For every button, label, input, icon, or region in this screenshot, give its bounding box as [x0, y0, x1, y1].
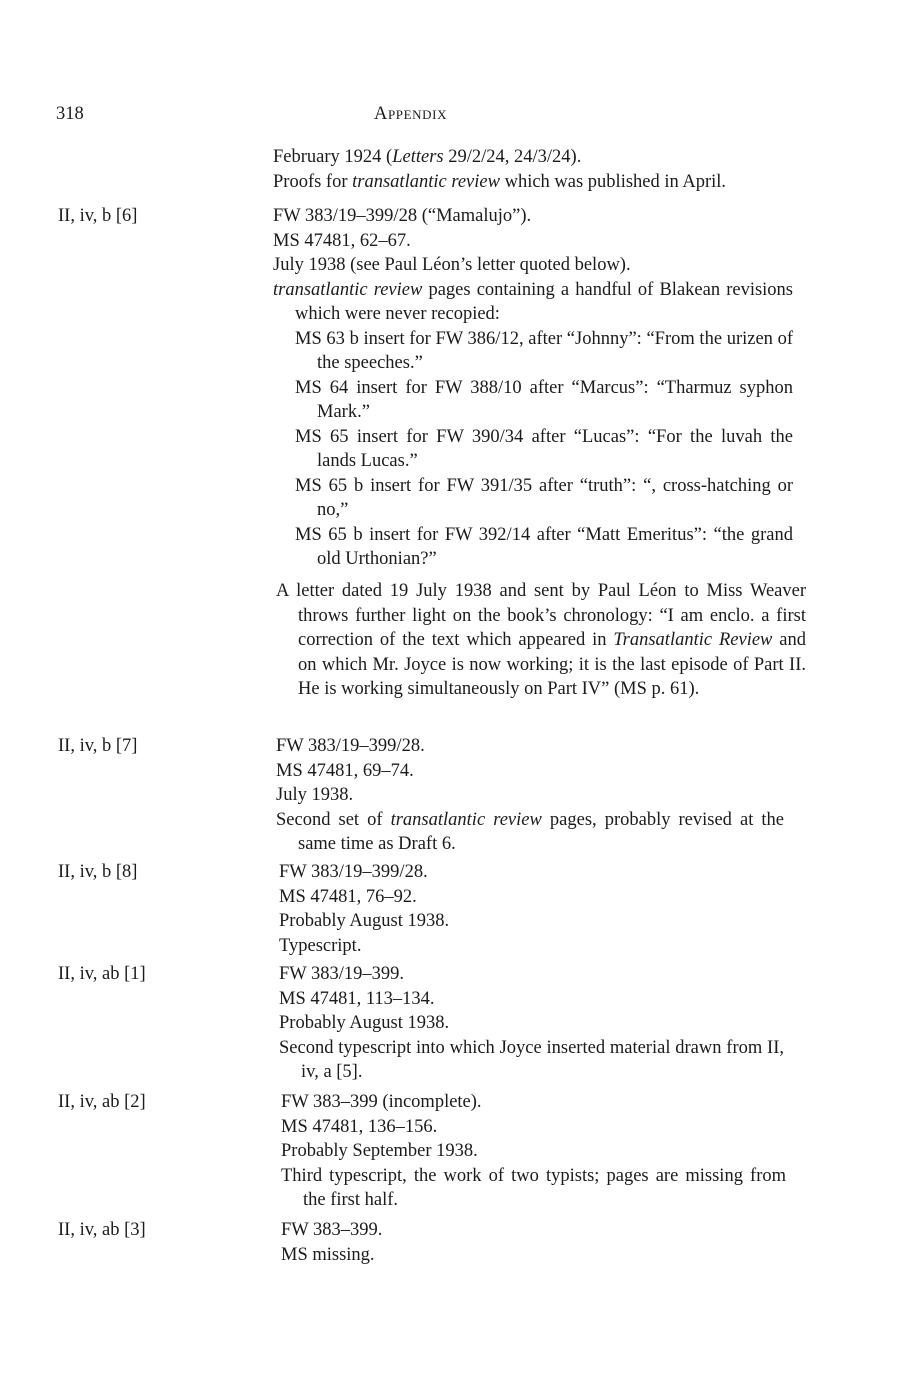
draft-label: II, iv, ab [2]: [58, 1092, 146, 1112]
letter-paragraph: A letter dated 19 July 1938 and sent by Paul Léon to Miss Weaver throws further light on the book’s chronology: “I am enclo. a first correction of the text which appeared in Transatlantic Review and on which Mr. Joyce is now working; it is the last episode of Part II. He is working simultaneously on Part IV” (MS p. 61).: [276, 581, 806, 699]
continuation-block: [273, 145, 793, 194]
detail-line: Probably August 1938.: [279, 911, 450, 931]
detail-line: July 1938 (see Paul Léon’s letter quoted below).: [273, 255, 631, 275]
continuation-line: Proofs for transatlantic review which was published in April.: [273, 171, 727, 192]
draft-label: II, iv, ab [1]: [58, 964, 146, 984]
detail-line: Probably September 1938.: [281, 1141, 478, 1161]
detail-line: FW 383/19–399/28.: [279, 862, 428, 882]
draft-label: II, iv, b [8]: [58, 862, 138, 882]
running-head: Appendix: [374, 104, 448, 124]
detail-line: Second set of transatlantic review pages, probably revised at the same time as Draft 6.: [276, 809, 784, 854]
draft-details: [273, 204, 793, 572]
draft-details: [281, 1090, 786, 1213]
insert-line: MS 65 insert for FW 390/34 after “Lucas”: “For the luvah the lands Lucas.”: [295, 426, 793, 471]
detail-line: Typescript.: [279, 935, 362, 956]
detail-line: July 1938.: [276, 785, 354, 805]
draft-label: II, iv, ab [3]: [58, 1220, 146, 1240]
detail-line: MS 47481, 62–67.: [273, 230, 411, 251]
draft-details: [281, 1218, 786, 1267]
detail-line: Second typescript into which Joyce inserted material drawn from II, iv, a [5].: [279, 1037, 784, 1082]
draft-details: [276, 734, 784, 857]
insert-line: MS 64 insert for FW 388/10 after “Marcus”: “Tharmuz syphon Mark.”: [295, 377, 793, 422]
continuation-line: February 1924 (Letters 29/2/24, 24/3/24).: [273, 147, 582, 167]
detail-line: FW 383/19–399/28.: [276, 736, 425, 756]
detail-line: Third typescript, the work of two typists; pages are missing from the first half.: [281, 1165, 786, 1210]
detail-line: transatlantic review pages containing a handful of Blakean revisions which were never recopied:: [273, 279, 794, 324]
insert-line: MS 65 b insert for FW 392/14 after “Matt Emeritus”: “the grand old Urthonian?”: [295, 524, 793, 569]
detail-line: FW 383/19–399.: [279, 964, 405, 984]
insert-line: MS 65 b insert for FW 391/35 after “truth”: “, cross-hatching or no,”: [295, 475, 793, 520]
insert-line: MS 63 b insert for FW 386/12, after “Johnny”: “From the urizen of the speeches.”: [295, 328, 793, 373]
draft-label: II, iv, b [7]: [58, 736, 138, 756]
detail-line: FW 383/19–399/28 (“Mamalujo”).: [273, 206, 532, 226]
detail-line: Probably August 1938.: [279, 1013, 450, 1033]
draft-details: [279, 962, 784, 1085]
draft-label: II, iv, b [6]: [58, 206, 138, 226]
detail-line: MS 47481, 76–92.: [279, 886, 417, 907]
detail-line: FW 383–399 (incomplete).: [281, 1092, 482, 1112]
detail-line: MS missing.: [281, 1244, 375, 1265]
detail-line: MS 47481, 136–156.: [281, 1116, 438, 1137]
detail-line: MS 47481, 113–134.: [279, 988, 435, 1009]
detail-line: MS 47481, 69–74.: [276, 760, 414, 781]
detail-line: FW 383–399.: [281, 1220, 383, 1240]
draft-details: [279, 860, 784, 958]
page-number: 318: [56, 104, 84, 124]
